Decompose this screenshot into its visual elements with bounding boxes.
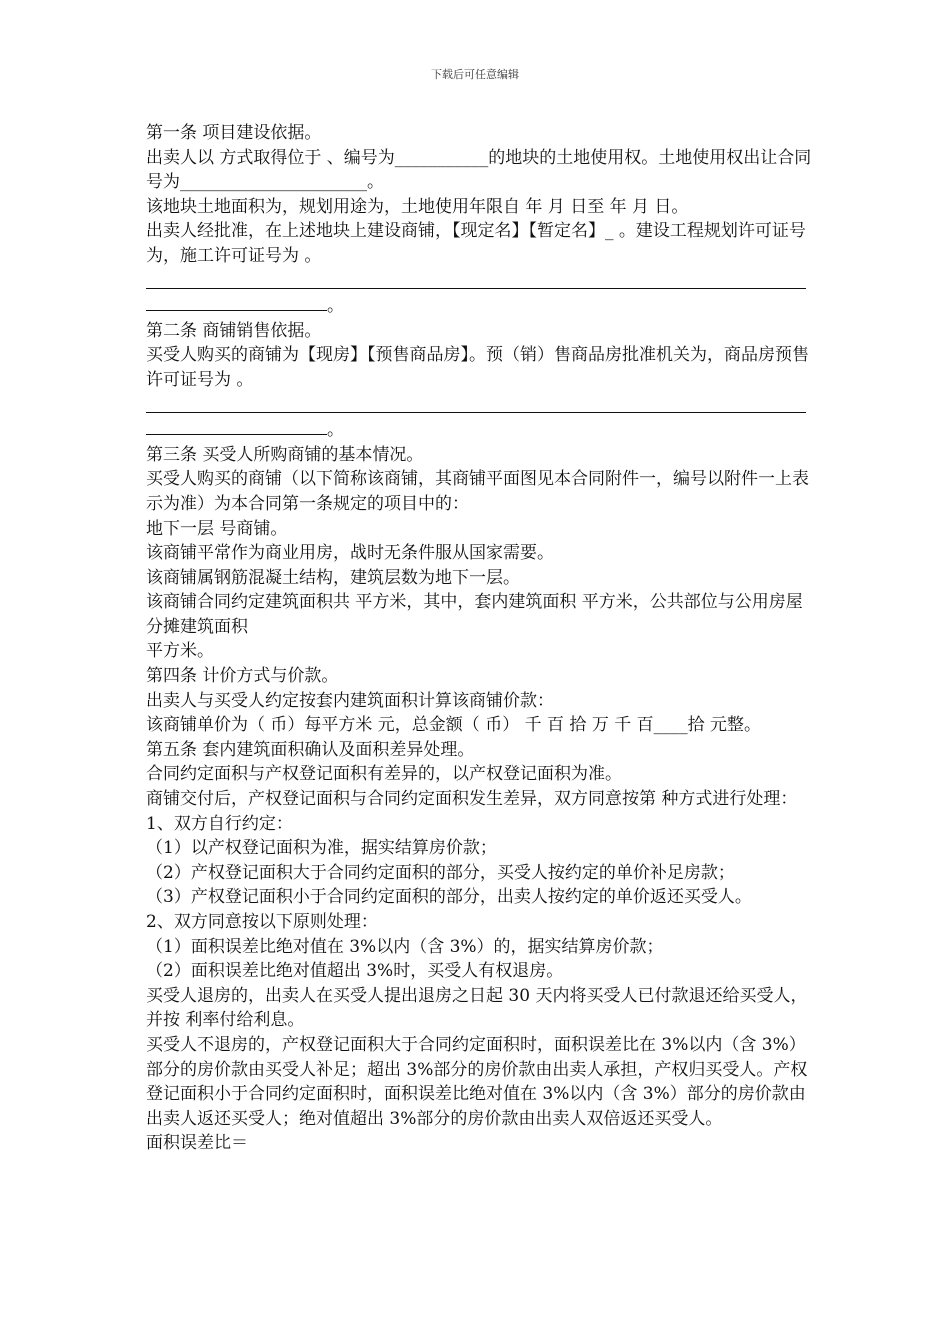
blank-line bbox=[146, 393, 816, 418]
article-5-difference: 商铺交付后，产权登记面积与合同约定面积发生差异，双方同意按第 种方式进行处理： bbox=[146, 789, 798, 810]
article-3-title: 第三条 买受人所购商铺的基本情况。 bbox=[146, 444, 424, 465]
option-1-item-3: （3）产权登记面积小于合同约定面积的部分，出卖人按约定的单价返还买受人。 bbox=[146, 887, 752, 908]
article-4-title: 第四条 计价方式与价款。 bbox=[146, 666, 339, 687]
article-3-area-unit: 平方米。 bbox=[146, 641, 214, 662]
option-2-item-2: （2）面积误差比绝对值超出 3%时，买受人有权退房。 bbox=[146, 961, 564, 982]
refund-clause: 买受人退房的，出卖人在买受人提出退房之日起 30 天内将买受人已付款退还给买受人，并按 利率付给利息。 bbox=[146, 985, 808, 1031]
option-1-item-2: （2）产权登记面积大于合同约定面积的部分，买受人按约定的单价补足房款； bbox=[146, 862, 735, 883]
short-blank bbox=[146, 293, 327, 311]
article-3-floor: 地下一层 号商铺。 bbox=[146, 518, 288, 539]
no-refund-clause: 买受人不退房的，产权登记面积大于合同约定面积时，面积误差比在 3%以内（含 3%）部分的房价款由买受人补足；超出 3%部分的房价款由出卖人承担，产权归买受人。产权登记面积小于合同约定面积时，面积误差比绝对值在 3%以内（含 3%）部分的房价款由出卖人返还买受人；绝对值超出 3%部分的房价款由出卖人双倍返还买受人。 bbox=[146, 1034, 808, 1129]
article-3-area: 该商铺合同约定建筑面积共 平方米，其中，套内建筑面积 平方米，公共部位与公用房屋分摊建筑面积 bbox=[146, 592, 803, 637]
area-error-ratio: 面积误差比＝ bbox=[146, 1133, 248, 1154]
article-1-approval: 出卖人经批准，在上述地块上建设商铺，【现定名】【暂定名】_ 。建设工程规划许可证号为，施工许可证号为 。 bbox=[146, 221, 806, 266]
article-3-shop: 买受人购买的商铺（以下简称该商铺，其商铺平面图见本合同附件一，编号以附件一上表示为准）为本合同第一条规定的项目中的： bbox=[146, 469, 809, 514]
option-2: 2、双方同意按以下原则处理： bbox=[146, 912, 378, 932]
blank-line-end: 。 bbox=[146, 293, 816, 319]
article-4-price: 该商铺单价为（ 币）每平方米 元，总金额（ 币） 千 百 拾 万 千 百____拾 元整。 bbox=[146, 715, 762, 736]
article-1-land-source: 出卖人以 方式取得位于 、编号为___________的地块的土地使用权。土地使用权出让合同号为______________________。 bbox=[146, 147, 812, 193]
option-2-item-1: （1）面积误差比绝对值在 3%以内（含 3%）的，据实结算房价款； bbox=[146, 936, 664, 957]
contract-body bbox=[146, 121, 816, 1156]
article-2-title: 第二条 商铺销售依据。 bbox=[146, 320, 322, 341]
blank-line-end: 。 bbox=[146, 417, 816, 443]
blank-line bbox=[146, 269, 816, 294]
option-1-item-1: （1）以产权登记面积为准，据实结算房价款； bbox=[146, 838, 497, 859]
article-5-principle: 合同约定面积与产权登记面积有差异的，以产权登记面积为准。 bbox=[146, 764, 622, 785]
article-1-title: 第一条 项目建设依据。 bbox=[146, 123, 322, 143]
article-5-title: 第五条 套内建筑面积确认及面积差异处理。 bbox=[146, 739, 475, 760]
article-1-land-area: 该地块土地面积为，规划用途为，土地使用年限自 年 月 日至 年 月 日。 bbox=[146, 196, 689, 217]
article-3-structure: 该商铺属钢筋混凝土结构，建筑层数为地下一层。 bbox=[146, 567, 520, 588]
option-1: 1、双方自行约定： bbox=[146, 813, 293, 834]
short-blank bbox=[146, 417, 327, 435]
article-2-presale: 买受人购买的商铺为【现房】【预售商品房】。预（销）售商品房批准机关为，商品房预售许可证号为 。 bbox=[146, 345, 809, 390]
article-4-method: 出卖人与买受人约定按套内建筑面积计算该商铺价款： bbox=[146, 690, 554, 711]
article-3-usage: 该商铺平常作为商业用房，战时无条件服从国家需要。 bbox=[146, 543, 554, 564]
page-header: 下载后可任意编辑 bbox=[431, 68, 519, 81]
